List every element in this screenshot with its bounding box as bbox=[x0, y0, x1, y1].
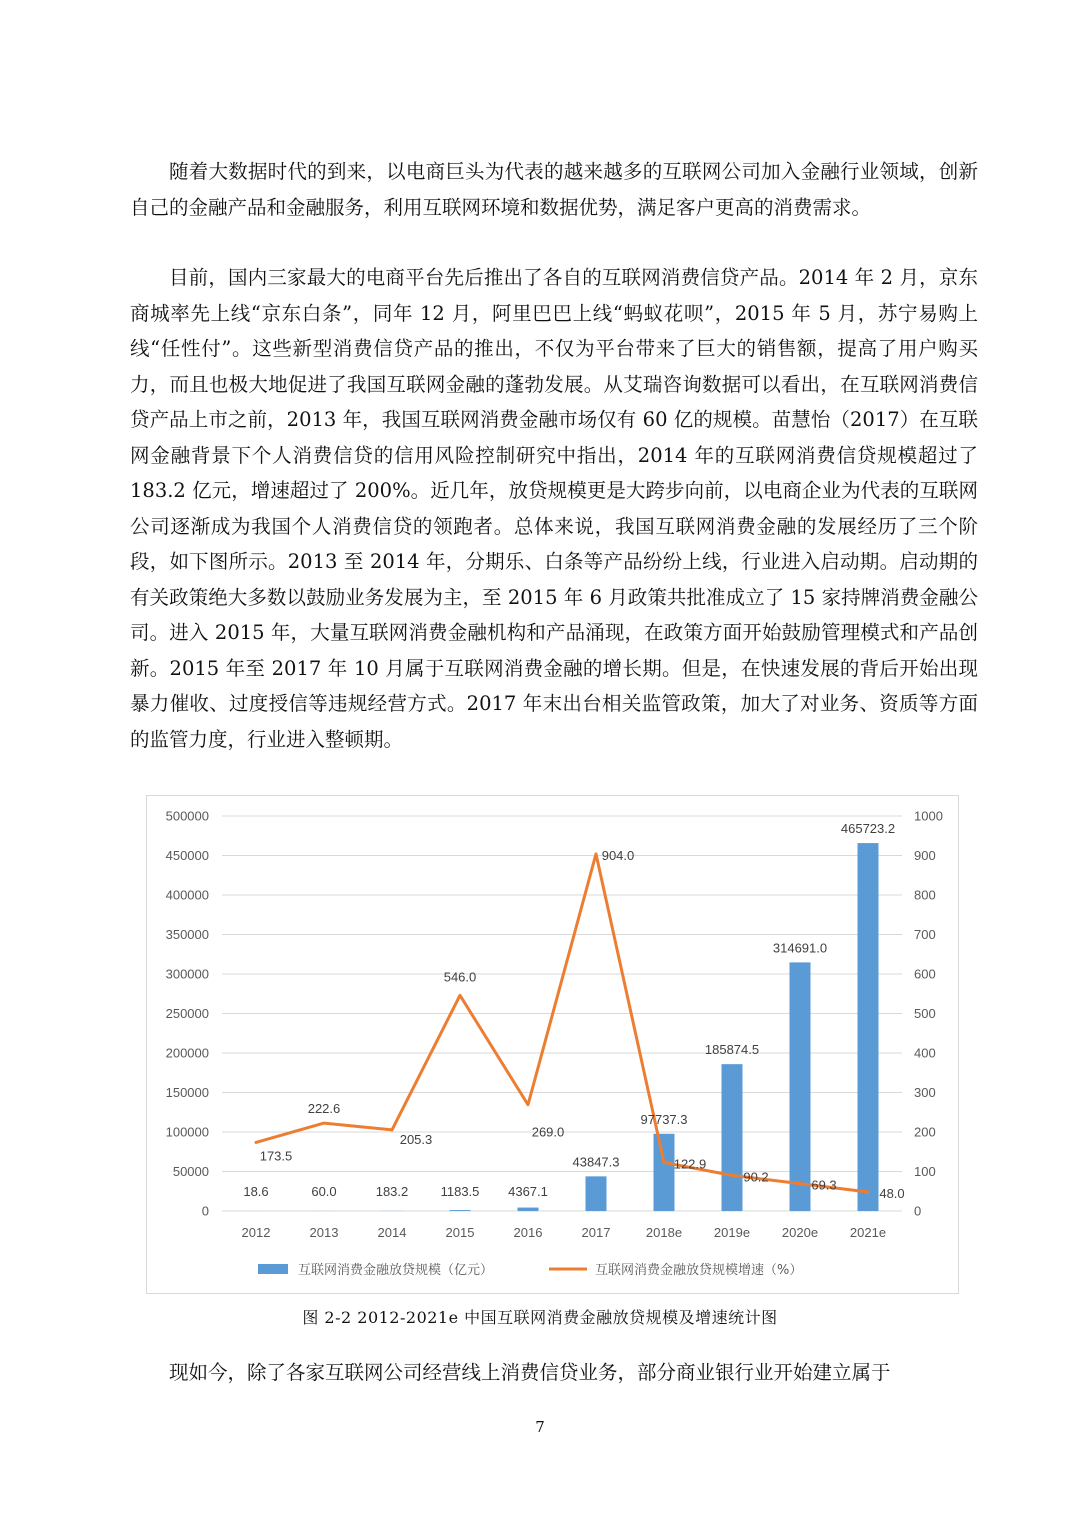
right-axis-tick-label: 1000 bbox=[914, 808, 943, 824]
line-data-label: 269.0 bbox=[531, 1124, 565, 1140]
x-axis-tick-label: 2021e bbox=[849, 1225, 887, 1240]
left-axis-tick-label: 500000 bbox=[165, 808, 209, 824]
x-axis-tick-label: 2020e bbox=[781, 1225, 819, 1240]
page-number: 7 bbox=[535, 1418, 545, 1436]
bar bbox=[722, 1064, 743, 1211]
left-axis-tick-label: 250000 bbox=[165, 1006, 209, 1021]
left-axis-tick-label: 50000 bbox=[172, 1164, 209, 1179]
line-data-label: 546.0 bbox=[443, 969, 477, 985]
line-data-label: 222.6 bbox=[307, 1101, 341, 1117]
x-axis-tick-label: 2017 bbox=[581, 1225, 611, 1240]
combo-chart bbox=[147, 796, 958, 1293]
paragraph-continued: 现如今，除了各家互联网公司经营线上消费信贷业务，部分商业银行业开始建立属于 bbox=[169, 1361, 891, 1384]
legend-bar-label: 互联网消费金融放贷规模（亿元） bbox=[298, 1263, 494, 1278]
line-data-label: 205.3 bbox=[399, 1131, 433, 1147]
bar-series bbox=[246, 843, 879, 1211]
bar-data-label: 183.2 bbox=[375, 1184, 409, 1199]
legend-bar-swatch bbox=[258, 1264, 288, 1274]
x-axis-tick-label: 2012 bbox=[241, 1225, 271, 1240]
legend-line-label: 互联网消费金融放贷规模增速（%） bbox=[595, 1263, 803, 1278]
bar bbox=[790, 962, 811, 1211]
right-axis-tick-label: 200 bbox=[914, 1124, 936, 1140]
line-data-label: 90.2 bbox=[743, 1169, 769, 1185]
bar bbox=[654, 1134, 675, 1211]
line-data-label: 122.9 bbox=[673, 1156, 707, 1172]
right-axis-tick-label: 0 bbox=[914, 1203, 922, 1219]
bar-data-label: 465723.2 bbox=[840, 821, 896, 837]
chart-container bbox=[146, 795, 959, 1294]
bar-data-label: 185874.5 bbox=[704, 1042, 760, 1058]
x-axis-tick-label: 2014 bbox=[377, 1225, 407, 1240]
right-axis-tick-label: 900 bbox=[914, 848, 936, 863]
paragraph-main: 目前，国内三家最大的电商平台先后推出了各自的互联网消费信贷产品。2014 年 2 月，京东商城率先上线“京东白条”，同年 12 月，阿里巴巴上线“蚂蚁花呗”，2015 年 5 月，苏宁易购上线“任性付”。这些新型消费信贷产品的推出，不仅为平台带来了巨大的销售额，提高了用户购买力，而且也极大地促进了我国互联网金融的蓬勃发展。从艾瑞咨询数据可以看出，在互联网消费信贷产品上市之前，2013 年，我国互联网消费金融市场仅有 60 亿的规模。苗慧怡（2017）在互联网金融背景下个人消费信贷的信用风险控制研究中指出，2014 年的互联网消费信贷规模超过了 183.2 亿元，增速超过了 200%。近几年，放贷规模更是大跨步向前，以电商企业为代表的互联网公司逐渐成为我国个人消费信贷的领跑者。总体来说，我国互联网消费金融的发展经历了三个阶段，如下图所示。2013 至 2014 年，分期乐、白条等产品纷纷上线，行业进入启动期。启动期的有关政策绝大多数以鼓励业务发展为主，至 2015 年 6 月政策共批准成立了 15 家持牌消费金融公司。进入 2015 年，大量互联网消费金融机构和产品涌现，在政策方面开始鼓励管理模式和产品创新。2015 年至 2017 年 10 月属于互联网消费金融的增长期。但是，在快速发展的背后开始出现暴力催收、过度授信等违规经营方式。2017 年末出台相关监管政策，加大了对业务、资质等方面的监管力度，行业进入整顿期。 bbox=[130, 266, 978, 751]
left-axis-tick-label: 350000 bbox=[165, 927, 209, 942]
bar bbox=[858, 843, 879, 1211]
x-axis-tick-label: 2015 bbox=[445, 1225, 475, 1240]
line-data-label: 904.0 bbox=[601, 847, 635, 863]
right-axis-tick-label: 700 bbox=[914, 927, 936, 942]
bar-data-label: 18.6 bbox=[243, 1184, 269, 1199]
bar-data-label: 97737.3 bbox=[640, 1111, 688, 1127]
left-axis-tick-label: 300000 bbox=[165, 966, 209, 982]
line-data-label: 69.3 bbox=[811, 1177, 837, 1193]
line-data-label: 48.0 bbox=[879, 1186, 905, 1202]
left-axis-tick-label: 450000 bbox=[165, 848, 209, 863]
line-series bbox=[256, 854, 868, 1192]
paragraph-intro: 随着大数据时代的到来，以电商巨头为代表的越来越多的互联网公司加入金融行业领域，创新自己的金融产品和金融服务，利用互联网环境和数据优势，满足客户更高的消费需求。 bbox=[130, 160, 978, 219]
bar bbox=[518, 1208, 539, 1211]
right-axis-tick-label: 800 bbox=[914, 887, 936, 903]
right-axis-tick-label: 100 bbox=[914, 1164, 936, 1179]
bar-data-label: 60.0 bbox=[311, 1184, 337, 1199]
left-axis-tick-label: 0 bbox=[201, 1203, 209, 1219]
line-data-label: 173.5 bbox=[259, 1148, 293, 1164]
growth-line bbox=[256, 854, 868, 1192]
bar-data-label: 314691.0 bbox=[772, 940, 828, 956]
axes bbox=[166, 809, 943, 1241]
figure-caption: 图 2-2 2012-2021e 中国互联网消费金融放贷规模及增速统计图 bbox=[302, 1308, 778, 1327]
legend bbox=[258, 1262, 802, 1278]
x-axis-tick-label: 2016 bbox=[513, 1225, 543, 1240]
bar bbox=[450, 1210, 471, 1211]
bar bbox=[586, 1176, 607, 1211]
right-axis-tick-label: 500 bbox=[914, 1006, 936, 1021]
left-axis-tick-label: 100000 bbox=[165, 1124, 209, 1140]
bar-data-label: 43847.3 bbox=[572, 1154, 620, 1170]
right-axis-tick-label: 400 bbox=[914, 1045, 936, 1061]
x-axis-tick-label: 2019e bbox=[713, 1225, 751, 1240]
x-axis-tick-label: 2018e bbox=[645, 1225, 683, 1240]
x-axis-tick-label: 2013 bbox=[309, 1225, 339, 1240]
left-axis-tick-label: 400000 bbox=[165, 887, 209, 903]
left-axis-tick-label: 200000 bbox=[165, 1045, 209, 1061]
bar-data-label: 1183.5 bbox=[440, 1184, 480, 1199]
right-axis-tick-label: 600 bbox=[914, 966, 936, 982]
right-axis-tick-label: 300 bbox=[914, 1085, 936, 1100]
bar-data-label: 4367.1 bbox=[508, 1184, 548, 1199]
left-axis-tick-label: 150000 bbox=[165, 1085, 209, 1100]
